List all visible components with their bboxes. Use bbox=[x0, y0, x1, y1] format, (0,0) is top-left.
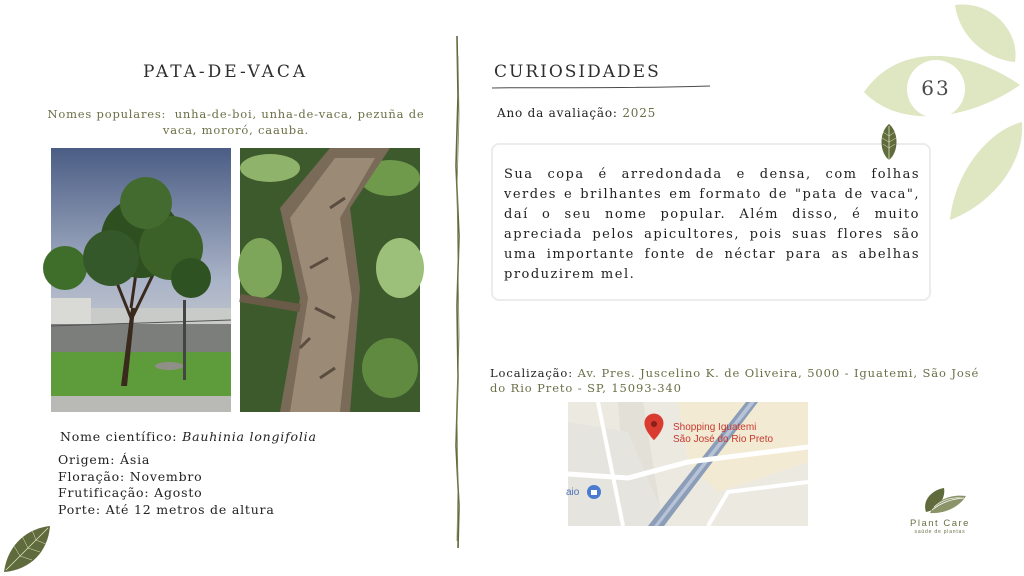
map-place-line2: São José do Rio Preto bbox=[673, 434, 774, 445]
evaluation-year bbox=[497, 106, 656, 120]
title-underline bbox=[490, 82, 712, 92]
logo-brand: Plant Care bbox=[910, 518, 970, 529]
location bbox=[490, 366, 990, 396]
trunk-photo bbox=[240, 148, 420, 412]
popular-names-label: Nomes populares: bbox=[47, 107, 167, 121]
plant-care-logo-icon bbox=[912, 486, 968, 516]
popular-names-value: unha-de-boi, unha-de-vaca, pezuña de vaca, mororó, caauba. bbox=[162, 107, 425, 137]
curiosity-text: Sua copa é arredondada e densa, com folhas verdes e brilhantes em formato de "pata de vaca", daí o seu nome popular. Além disso, é muito apreciada pelos apicultores, pois suas flores são uma importante fonte de néctar para as abelhas produzirem mel. bbox=[504, 167, 920, 282]
leaf-icon bbox=[875, 122, 903, 162]
logo-tagline: saúde de plantas bbox=[914, 529, 966, 535]
corner-leaf-icon bbox=[0, 522, 56, 576]
curiosities-title: CURIOSIDADES bbox=[494, 62, 661, 82]
page-number: 63 bbox=[921, 76, 951, 100]
location-map[interactable] bbox=[568, 402, 808, 526]
scientific-name-label: Nome científico: bbox=[60, 429, 178, 444]
fact-origin: Origem: Ásia bbox=[58, 452, 151, 467]
scientific-name bbox=[60, 429, 317, 444]
scientific-name-value: Bauhinia longifolia bbox=[182, 429, 317, 444]
fact-size: Porte: Até 12 metros de altura bbox=[58, 501, 275, 517]
map-place-line1: Shopping Iguatemi bbox=[673, 422, 757, 433]
tree-photo bbox=[51, 148, 231, 412]
location-value: Av. Pres. Juscelino K. de Oliveira, 5000 - Iguatemi, São José do Rio Preto - SP, 15093-340 bbox=[490, 366, 980, 395]
fact-fruiting: Frutificação: Agosto bbox=[58, 485, 203, 500]
evaluation-year-label: Ano da avaliação: bbox=[497, 106, 618, 120]
location-label: Localização: bbox=[490, 366, 574, 380]
vertical-divider bbox=[448, 36, 468, 548]
fact-flowering: Floração: Novembro bbox=[58, 468, 203, 484]
map-place-label bbox=[673, 422, 773, 446]
plant-facts bbox=[58, 452, 275, 518]
evaluation-year-value: 2025 bbox=[622, 106, 657, 120]
plant-title: PATA-DE-VACA bbox=[143, 62, 309, 82]
plant-care-logo bbox=[900, 486, 980, 542]
popular-names bbox=[30, 106, 442, 138]
map-partial-label: aio bbox=[566, 487, 580, 498]
decorative-leaves bbox=[860, 0, 1024, 230]
